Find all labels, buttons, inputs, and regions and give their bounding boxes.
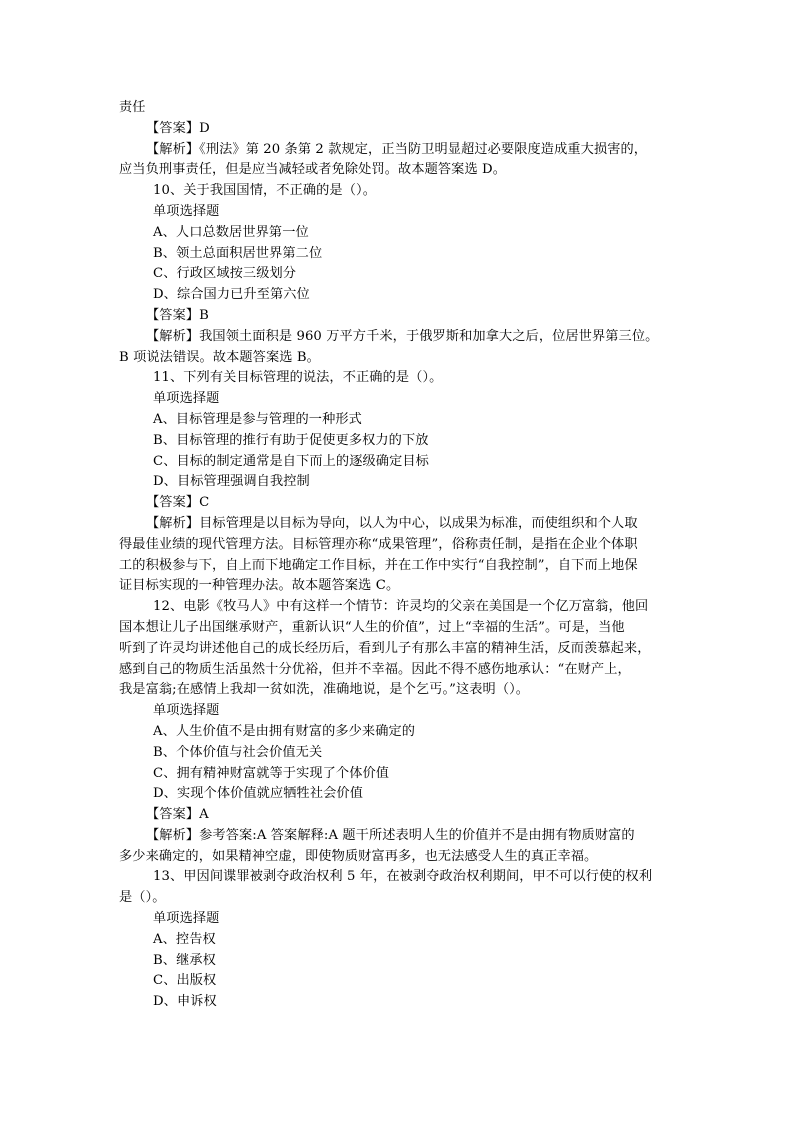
text-line: 是（）。: [119, 890, 166, 906]
text-line: 【解析】目标管理是以目标为导向，以人为中心，以成果为标准，而使组织和个人取: [146, 515, 638, 531]
text-line: 【解析】《刑法》第 20 条第 2 款规定，正当防卫明显超过必要限度造成重大损害的，: [146, 141, 648, 157]
text-line: A、人口总数居世界第一位: [153, 224, 309, 240]
text-line: 11、下列有关目标管理的说法，不正确的是（）。: [153, 370, 443, 386]
text-line: B、领土总面积居世界第二位: [153, 245, 323, 261]
text-line: B、个体价值与社会价值无关: [153, 744, 323, 760]
document-body: [119, 98, 679, 1013]
text-line: 感到自己的物质生活虽然十分优裕，但并不幸福。因此不得不感伤地承认：“在财产上，: [119, 661, 631, 677]
text-line: B、目标管理的推行有助于促使更多权力的下放: [153, 432, 429, 448]
text-line: D、综合国力已升至第六位: [153, 287, 310, 303]
text-line: 我是富翁;在感情上我却一贫如洗，准确地说，是个乞丐。”这表明（）。: [119, 682, 530, 698]
text-line: D、实现个体价值就应牺牲社会价值: [153, 786, 363, 802]
text-line: 【答案】C: [146, 495, 210, 511]
text-line: 单项选择题: [153, 703, 220, 719]
text-line: 10、关于我国国情，不正确的是（）。: [153, 183, 376, 199]
text-line: 单项选择题: [153, 391, 220, 407]
text-line: B、继承权: [153, 952, 216, 968]
text-line: 单项选择题: [153, 203, 220, 219]
text-line: A、人生价值不是由拥有财富的多少来确定的: [153, 723, 416, 739]
text-line: 12、电影《牧马人》中有这样一个情节：许灵均的父亲在美国是一个亿万富翁，他回: [153, 599, 649, 615]
text-line: A、目标管理是参与管理的一种形式: [153, 411, 362, 427]
text-line: 【答案】B: [146, 307, 209, 323]
text-line: D、申诉权: [153, 994, 217, 1010]
text-line: 责任: [119, 100, 146, 115]
text-line: 证目标实现的一种管理办法。故本题答案选 C。: [119, 578, 400, 594]
text-line: B 项说法错误。故本题答案选 B。: [119, 349, 320, 365]
text-line: 多少来确定的，如果精神空虚，即使物质财富再多，也无法感受人生的真正幸福。: [119, 848, 598, 864]
text-line: D、目标管理强调自我控制: [153, 474, 310, 490]
text-line: 听到了许灵均讲述他自己的成长经历后，看到儿子有那么丰富的精神生活，反而羡慕起来，: [119, 640, 651, 656]
text-line: C、出版权: [153, 973, 217, 989]
text-line: 应当负刑事责任，但是应当减轻或者免除处罚。故本题答案选 D。: [119, 162, 507, 178]
text-line: 【答案】D: [146, 120, 210, 136]
text-line: A、控告权: [153, 931, 216, 947]
text-line: 【解析】参考答案:A 答案解释:A 题干所述表明人生的价值并不是由拥有物质财富的: [146, 827, 635, 843]
text-line: C、行政区域按三级划分: [153, 266, 297, 282]
text-line: 13、甲因间谍罪被剥夺政治权利 5 年，在被剥夺政治权利期间，甲不可以行使的权利: [153, 869, 653, 885]
text-line: 工的积极参与下，自上而下地确定工作目标，并在工作中实行“自我控制”，自下而上地保: [119, 557, 638, 573]
text-line: 【解析】我国领土面积是 960 万平方千米，于俄罗斯和加拿大之后，位居世界第三位。: [146, 328, 659, 344]
text-line: C、拥有精神财富就等于实现了个体价值: [153, 765, 390, 781]
text-line: 国本想让儿子出国继承财产，重新认识“人生的价值”，过上“幸福的生活”。可是，当他: [119, 619, 625, 635]
text-line: 单项选择题: [153, 911, 220, 927]
text-line: 得最佳业绩的现代管理方法。目标管理亦称“成果管理”，俗称责任制，是指在企业个体职: [119, 536, 638, 552]
text-line: 【答案】A: [146, 807, 209, 823]
text-line: C、目标的制定通常是自下而上的逐级确定目标: [153, 453, 429, 469]
